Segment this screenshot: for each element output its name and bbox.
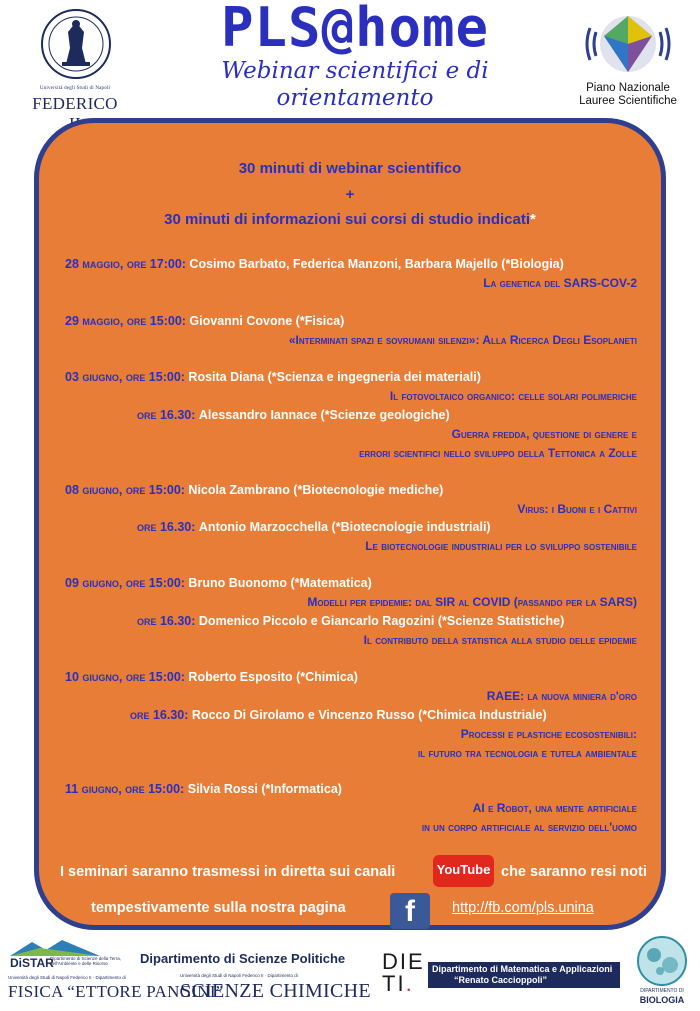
youtube-label: YouTube bbox=[436, 862, 491, 877]
entry-speakers: Antonio Marzocchella (*Biotecnologie industriali) bbox=[198, 520, 491, 534]
dieti-dot: . bbox=[405, 971, 414, 996]
entry-speakers: Roberto Esposito (*Chimica) bbox=[188, 670, 358, 684]
schedule-entry-9 bbox=[65, 670, 358, 684]
distar-logo bbox=[10, 938, 140, 978]
schedule-entry-1 bbox=[65, 257, 564, 271]
schedule-entry-3 bbox=[65, 370, 481, 384]
entry-speakers: Alessandro Iannace (*Scienze geologiche) bbox=[198, 408, 450, 422]
university-small-label: Università degli Studi di Napoli bbox=[39, 86, 111, 91]
entry-date: 28 maggio, ore 17:00: bbox=[65, 257, 186, 271]
entry-topic-2: in un corpo artificiale al servizio dell'uomo bbox=[421, 820, 637, 834]
schedule-entry-6 bbox=[137, 520, 491, 534]
entry-topic: AI e Robot, una mente artificiale bbox=[472, 801, 637, 815]
schedule-entry-11 bbox=[65, 782, 342, 796]
biologia-label: BIOLOGIA bbox=[639, 995, 685, 1005]
pnls-logo bbox=[568, 6, 688, 121]
page-subtitle: Webinar scientifici e di orientamento bbox=[221, 58, 489, 111]
dsp-label: Dipartimento di Scienze Politiche bbox=[140, 951, 346, 966]
schedule-entry-7 bbox=[65, 576, 372, 590]
entry-date: 08 giugno, ore 15:00: bbox=[65, 483, 185, 497]
distar-mountain-icon bbox=[10, 938, 100, 956]
dieti-line-2: TI bbox=[382, 971, 406, 996]
entry-topic: Modelli per epidemie: dal SIR al COVID (passando per la SARS) bbox=[307, 595, 637, 609]
footer-line-1b: che saranno resi noti bbox=[501, 864, 647, 880]
footer-line-2: tempestivamente sulla nostra pagina bbox=[91, 900, 346, 916]
entry-topic: Il contributo della statistica alla studio delle epidemie bbox=[363, 633, 637, 647]
pnls-emblem-icon bbox=[576, 6, 680, 80]
youtube-icon[interactable] bbox=[433, 855, 494, 887]
intro-line-3-text: 30 minuti di informazioni sui corsi di studio indicati bbox=[164, 211, 531, 228]
fisica-small-label: Università degli Studi di Napoli Federico II · Dipartimento di bbox=[8, 975, 126, 980]
schedule-entry-10 bbox=[130, 708, 547, 722]
university-seal-icon bbox=[40, 8, 112, 80]
chim-label: SCIENZE CHIMICHE bbox=[180, 980, 371, 1002]
schedule-entry-5 bbox=[65, 483, 443, 497]
dma-logo bbox=[428, 962, 620, 988]
entry-speakers: Cosimo Barbato, Federica Manzoni, Barbara Majello (*Biologia) bbox=[189, 257, 564, 271]
entry-date: 03 giugno, ore 15:00: bbox=[65, 370, 185, 384]
entry-date: ore 16.30: bbox=[137, 408, 196, 422]
distar-label: DiSTAR bbox=[10, 956, 54, 970]
footer-line-1a: I seminari saranno trasmessi in diretta sui canali bbox=[60, 864, 396, 880]
dieti-line-1: DIE bbox=[382, 949, 425, 974]
entry-topic: «Interminati spazi e sovrumani silenzi»: Alla Ricerca Degli Esoplaneti bbox=[288, 333, 637, 347]
intro-line-1: 30 minuti di webinar scientifico bbox=[238, 160, 462, 177]
federico-ii-logo bbox=[30, 6, 120, 114]
pnls-label bbox=[568, 82, 688, 108]
facebook-icon[interactable]: f bbox=[390, 893, 430, 929]
entry-topic: Processi e plastiche ecosostenibili: bbox=[460, 727, 637, 741]
entry-speakers: Domenico Piccolo e Giancarlo Ragozini (*Scienze Statistiche) bbox=[198, 614, 565, 628]
entry-date: ore 16.30: bbox=[130, 708, 189, 722]
fisica-label: FISICA “ETTORE PANCINI” bbox=[8, 982, 224, 1001]
university-name: FEDERICO bbox=[32, 94, 118, 113]
entry-topic: RAEE: la nuova miniera d'oro bbox=[486, 689, 637, 703]
entry-speakers: Giovanni Covone (*Fisica) bbox=[189, 314, 345, 328]
entry-date: 10 giugno, ore 15:00: bbox=[65, 670, 185, 684]
entry-topic: Guerra fredda, questione di genere e bbox=[451, 427, 637, 441]
intro-line-3 bbox=[60, 211, 640, 228]
biologia-logo bbox=[630, 935, 694, 1007]
biologia-cell-icon bbox=[630, 935, 694, 987]
schedule-entry-2 bbox=[65, 314, 344, 328]
entry-speakers: Rocco Di Girolamo e Vincenzo Russo (*Chimica Industriale) bbox=[191, 708, 547, 722]
entry-date: ore 16.30: bbox=[137, 614, 196, 628]
entry-topic: La genetica del SARS-COV-2 bbox=[483, 276, 637, 290]
entry-date: 29 maggio, ore 15:00: bbox=[65, 314, 186, 328]
entry-topic: Il fotovoltaico organico: celle solari polimeriche bbox=[389, 389, 637, 403]
intro-plus: + bbox=[345, 186, 355, 203]
dma-line-1: Dipartimento di Matematica e Applicazioni bbox=[432, 964, 613, 974]
entry-date: 11 giugno, ore 15:00: bbox=[65, 782, 185, 796]
entry-date: 09 giugno, ore 15:00: bbox=[65, 576, 185, 590]
entry-date: ore 16.30: bbox=[137, 520, 196, 534]
entry-topic: Virus: i Buoni e i Cattivi bbox=[517, 502, 637, 516]
biologia-small-label: DIPARTIMENTO DI bbox=[640, 988, 684, 994]
intro-star: * bbox=[530, 211, 536, 228]
schedule-entry-4 bbox=[137, 408, 450, 422]
schedule-entry-8 bbox=[137, 614, 564, 628]
entry-speakers: Rosita Diana (*Scienza e ingegneria dei materiali) bbox=[188, 370, 481, 384]
pnls-line1: Piano Nazionale bbox=[586, 82, 670, 94]
distar-description: Dipartimento di Scienze della Terra, dell'Ambiente e delle Risorse bbox=[50, 956, 121, 966]
facebook-page-link[interactable]: http://fb.com/pls.unina bbox=[452, 900, 594, 916]
page-title: PLS@home bbox=[220, 0, 490, 59]
entry-speakers: Bruno Buonomo (*Matematica) bbox=[188, 576, 372, 590]
pnls-line2: Lauree Scientifiche bbox=[579, 95, 677, 107]
chim-small-label: Università degli Studi di Napoli Federico II · Dipartimento di bbox=[180, 973, 298, 978]
dma-line-2: “Renato Caccioppoli” bbox=[454, 975, 548, 985]
entry-topic-2: il futuro tra tecnologia e tutela ambientale bbox=[418, 746, 637, 760]
dieti-logo bbox=[382, 951, 424, 995]
entry-speakers: Silvia Rossi (*Informatica) bbox=[187, 782, 342, 796]
entry-speakers: Nicola Zambrano (*Biotecnologie mediche) bbox=[188, 483, 444, 497]
entry-topic: Le biotecnologie industriali per lo sviluppo sostenibile bbox=[365, 539, 637, 553]
entry-topic-2: errori scientifici nello sviluppo della Tettonica a Zolle bbox=[359, 446, 637, 460]
